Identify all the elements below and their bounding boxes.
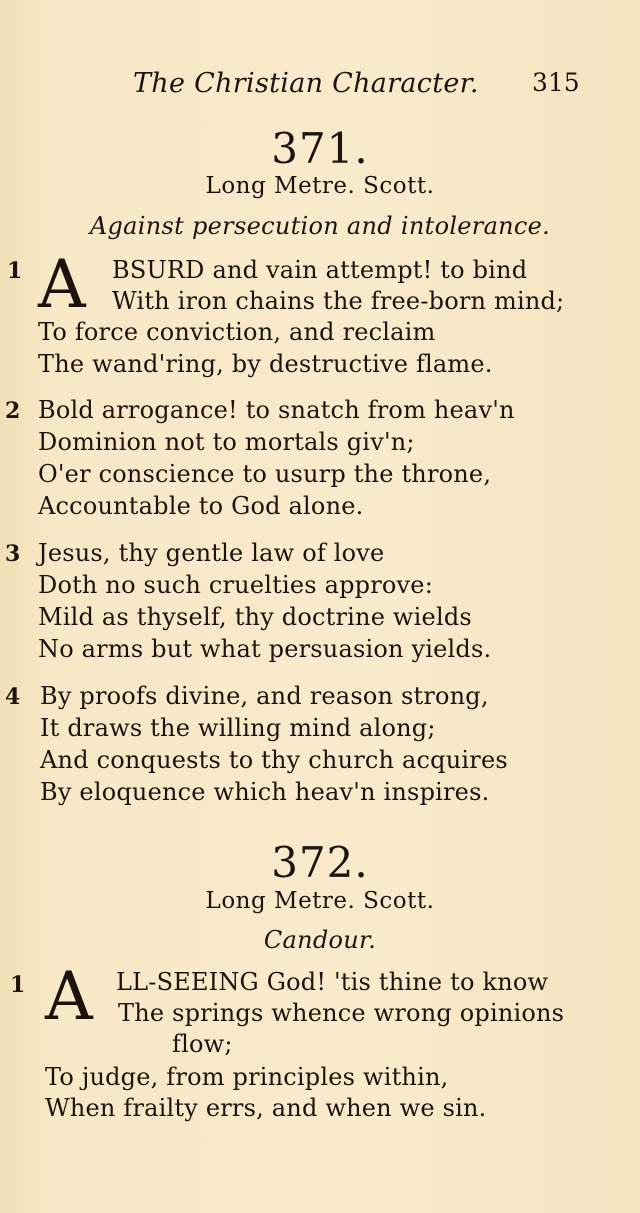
verse-line: Jesus, thy gentle law of love — [38, 539, 385, 567]
verse-number: 1 — [7, 258, 23, 284]
running-head — [0, 68, 640, 104]
verse-line: And conquests to thy church acquires — [40, 746, 508, 774]
page-number: 315 — [532, 68, 580, 97]
verse-line: By eloquence which heav'n inspires. — [40, 778, 490, 806]
verse-line: flow; — [172, 1030, 233, 1058]
verse-line: Doth no such cruelties approve: — [38, 571, 433, 599]
hymn-subject: Candour. — [263, 926, 377, 954]
verse-line: It draws the willing mind along; — [40, 714, 436, 742]
verse-line: No arms but what persuasion yields. — [38, 635, 492, 663]
verse-line: To force conviction, and reclaim — [38, 318, 436, 346]
hymn-subject: Against persecution and intolerance. — [89, 212, 551, 240]
verse-number: 2 — [5, 398, 21, 424]
hymn-meter: Long Metre. Scott. — [205, 173, 435, 199]
hymn-number: 371. — [271, 124, 369, 173]
verse-line: LL-SEEING God! 'tis thine to know — [116, 968, 549, 996]
verse-line: The wand'ring, by destructive flame. — [38, 350, 493, 378]
hymn-number: 372. — [271, 838, 369, 887]
verse-line: Mild as thyself, thy doctrine wields — [38, 603, 472, 631]
verse-line: Dominion not to mortals giv'n; — [38, 428, 415, 456]
verse-number: 1 — [10, 972, 26, 998]
drop-cap: A — [45, 958, 93, 1035]
verse-line: By proofs divine, and reason strong, — [40, 682, 489, 710]
verse-line: BSURD and vain attempt! to bind — [112, 256, 528, 284]
running-head-title: The Christian Character. — [133, 68, 479, 99]
verse-line: Bold arrogance! to snatch from heav'n — [38, 396, 515, 424]
verse-line: With iron chains the free-born mind; — [112, 287, 565, 315]
verse-number: 3 — [5, 541, 21, 567]
verse-line: The springs whence wrong opinions — [118, 999, 565, 1027]
verse-line: Accountable to God alone. — [38, 492, 364, 520]
drop-cap: A — [38, 246, 86, 323]
verse-line: To judge, from principles within, — [45, 1063, 449, 1091]
verse-line: When frailty errs, and when we sin. — [45, 1094, 487, 1122]
verse-line: O'er conscience to usurp the throne, — [38, 460, 492, 488]
hymn-meter: Long Metre. Scott. — [205, 888, 435, 914]
verse-number: 4 — [5, 684, 21, 710]
